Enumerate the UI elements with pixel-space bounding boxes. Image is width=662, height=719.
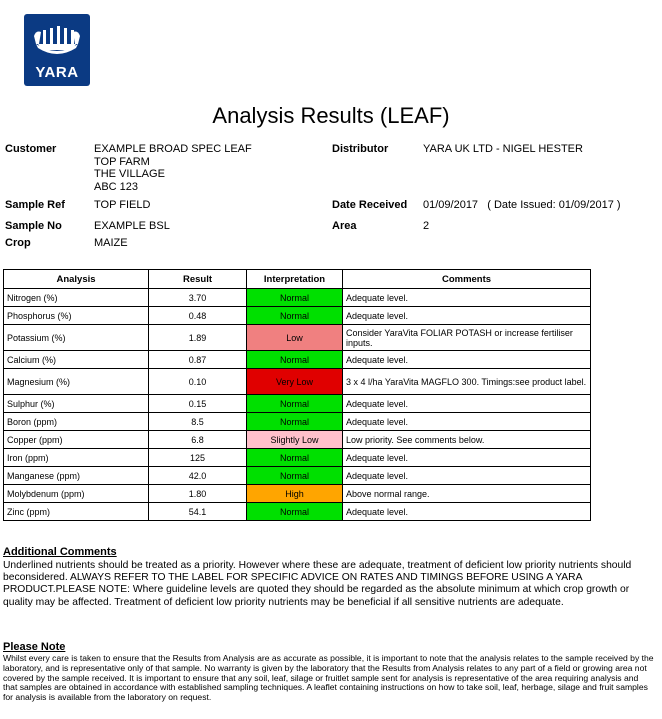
comment-cell: Adequate level.	[343, 395, 591, 413]
column-header: Result	[149, 270, 247, 289]
customer-label: Customer	[5, 143, 57, 155]
comment-cell: Consider YaraVita FOLIAR POTASH or increase fertiliser inputs.	[343, 325, 591, 351]
comment-cell: Low priority. See comments below.	[343, 431, 591, 449]
customer-line: EXAMPLE BROAD SPEC LEAF	[94, 143, 252, 155]
please-note-heading: Please Note	[3, 641, 66, 653]
crop-label: Crop	[5, 237, 31, 249]
interpretation-cell: Low	[247, 325, 343, 351]
table-row	[4, 395, 591, 413]
result-cell: 0.48	[149, 307, 247, 325]
analysis-cell: Manganese (ppm)	[4, 467, 149, 485]
result-cell: 54.1	[149, 503, 247, 521]
customer-line: TOP FARM	[94, 155, 150, 168]
interpretation-cell: Normal	[247, 449, 343, 467]
result-cell: 1.80	[149, 485, 247, 503]
analysis-cell: Boron (ppm)	[4, 413, 149, 431]
analysis-cell: Zinc (ppm)	[4, 503, 149, 521]
interpretation-cell: Normal	[247, 289, 343, 307]
analysis-cell: Phosphorus (%)	[4, 307, 149, 325]
sample-no-label: Sample No	[5, 220, 62, 232]
customer-value	[94, 143, 252, 193]
brand-name: YARA	[35, 64, 79, 81]
please-note-text: Whilst every care is taken to ensure that the Results from Analysis are as accurate as possible, it is important to note that the analysis relates to the sample received by the laboratory, and is representative only of that sample. No warranty is given by the laboratory that the Results from Analysis relates to any part of a field or growing area not covered by the sample received. It is important to ensure that any soil, leaf, silage or fruitlet sample sent for analysis is representative of the area requiring analysis and that samples are obtained in accordance with established sampling techniques. A leaflet containing instructions on how to take soil, leaf, herbage, silage and fruit samples for analysis is available from the laboratory on request.	[3, 653, 654, 703]
table-row	[4, 485, 591, 503]
result-cell: 42.0	[149, 467, 247, 485]
comment-cell: Adequate level.	[343, 413, 591, 431]
table-row	[4, 449, 591, 467]
additional-comments-heading: Additional Comments	[3, 546, 117, 558]
column-header: Comments	[343, 270, 591, 289]
table-row	[4, 369, 591, 395]
interpretation-cell: Very Low	[247, 369, 343, 395]
interpretation-cell: Normal	[247, 467, 343, 485]
result-cell: 125	[149, 449, 247, 467]
analysis-cell: Sulphur (%)	[4, 395, 149, 413]
interpretation-cell: Slightly Low	[247, 431, 343, 449]
comment-cell: Adequate level.	[343, 449, 591, 467]
analysis-cell: Magnesium (%)	[4, 369, 149, 395]
results-table	[3, 269, 591, 521]
yara-logo	[24, 14, 90, 86]
comment-cell: Above normal range.	[343, 485, 591, 503]
customer-line: ABC 123	[94, 180, 139, 193]
comment-cell: Adequate level.	[343, 307, 591, 325]
table-row	[4, 503, 591, 521]
comment-cell: Adequate level.	[343, 289, 591, 307]
analysis-cell: Copper (ppm)	[4, 431, 149, 449]
result-cell: 8.5	[149, 413, 247, 431]
column-header: Interpretation	[247, 270, 343, 289]
sample-ref-value: TOP FIELD	[94, 199, 151, 211]
table-row	[4, 351, 591, 369]
comment-cell: Adequate level.	[343, 503, 591, 521]
additional-comments-text: Underlined nutrients should be treated as a priority. However where these are adequate, treatment of deficient low priority nutrients should beconsidered. ALWAYS REFER TO THE LABEL FOR SPECIFIC ADVICE ON RATES AND TIMINGS BEFORE USING A YARA PRODUCT.PLEASE NOTE: Where guideline levels are quoted they should be regarded as the absolute minimum at which crop growth or quality may be affected. Treatment of deficient low priority nutrients may be beneficial if all sensitive nutrients are adequate.	[3, 560, 632, 608]
result-cell: 0.15	[149, 395, 247, 413]
comment-cell: Adequate level.	[343, 351, 591, 369]
sample-ref-label: Sample Ref	[5, 199, 65, 211]
result-cell: 6.8	[149, 431, 247, 449]
result-cell: 0.10	[149, 369, 247, 395]
page-title: Analysis Results (LEAF)	[212, 103, 450, 128]
column-header: Analysis	[4, 270, 149, 289]
result-cell: 1.89	[149, 325, 247, 351]
customer-line: THE VILLAGE	[94, 168, 165, 180]
analysis-cell: Nitrogen (%)	[4, 289, 149, 307]
crop-value: MAIZE	[94, 237, 128, 249]
table-row	[4, 307, 591, 325]
sample-no-value: EXAMPLE BSL	[94, 220, 170, 232]
date-received-label: Date Received	[332, 199, 408, 211]
interpretation-cell: Normal	[247, 395, 343, 413]
table-row	[4, 325, 591, 351]
analysis-cell: Calcium (%)	[4, 351, 149, 369]
area-value: 2	[423, 220, 430, 232]
table-row	[4, 431, 591, 449]
analysis-cell: Potassium (%)	[4, 325, 149, 351]
distributor-value: YARA UK LTD - NIGEL HESTER	[423, 143, 583, 155]
table-row	[4, 289, 591, 307]
interpretation-cell: Normal	[247, 413, 343, 431]
interpretation-cell: Normal	[247, 307, 343, 325]
analysis-cell: Iron (ppm)	[4, 449, 149, 467]
comment-cell: 3 x 4 l/ha YaraVita MAGFLO 300. Timings:see product label.	[343, 369, 591, 395]
table-row	[4, 467, 591, 485]
viking-ship-icon	[24, 14, 90, 64]
area-label: Area	[332, 220, 357, 232]
result-cell: 3.70	[149, 289, 247, 307]
result-cell: 0.87	[149, 351, 247, 369]
interpretation-cell: High	[247, 485, 343, 503]
table-row	[4, 413, 591, 431]
date-received-value: 01/09/2017 ( Date Issued: 01/09/2017 )	[423, 199, 621, 211]
interpretation-cell: Normal	[247, 503, 343, 521]
interpretation-cell: Normal	[247, 351, 343, 369]
table-header-row	[4, 270, 591, 289]
analysis-cell: Molybdenum (ppm)	[4, 485, 149, 503]
comment-cell: Adequate level.	[343, 467, 591, 485]
distributor-label: Distributor	[332, 143, 389, 155]
